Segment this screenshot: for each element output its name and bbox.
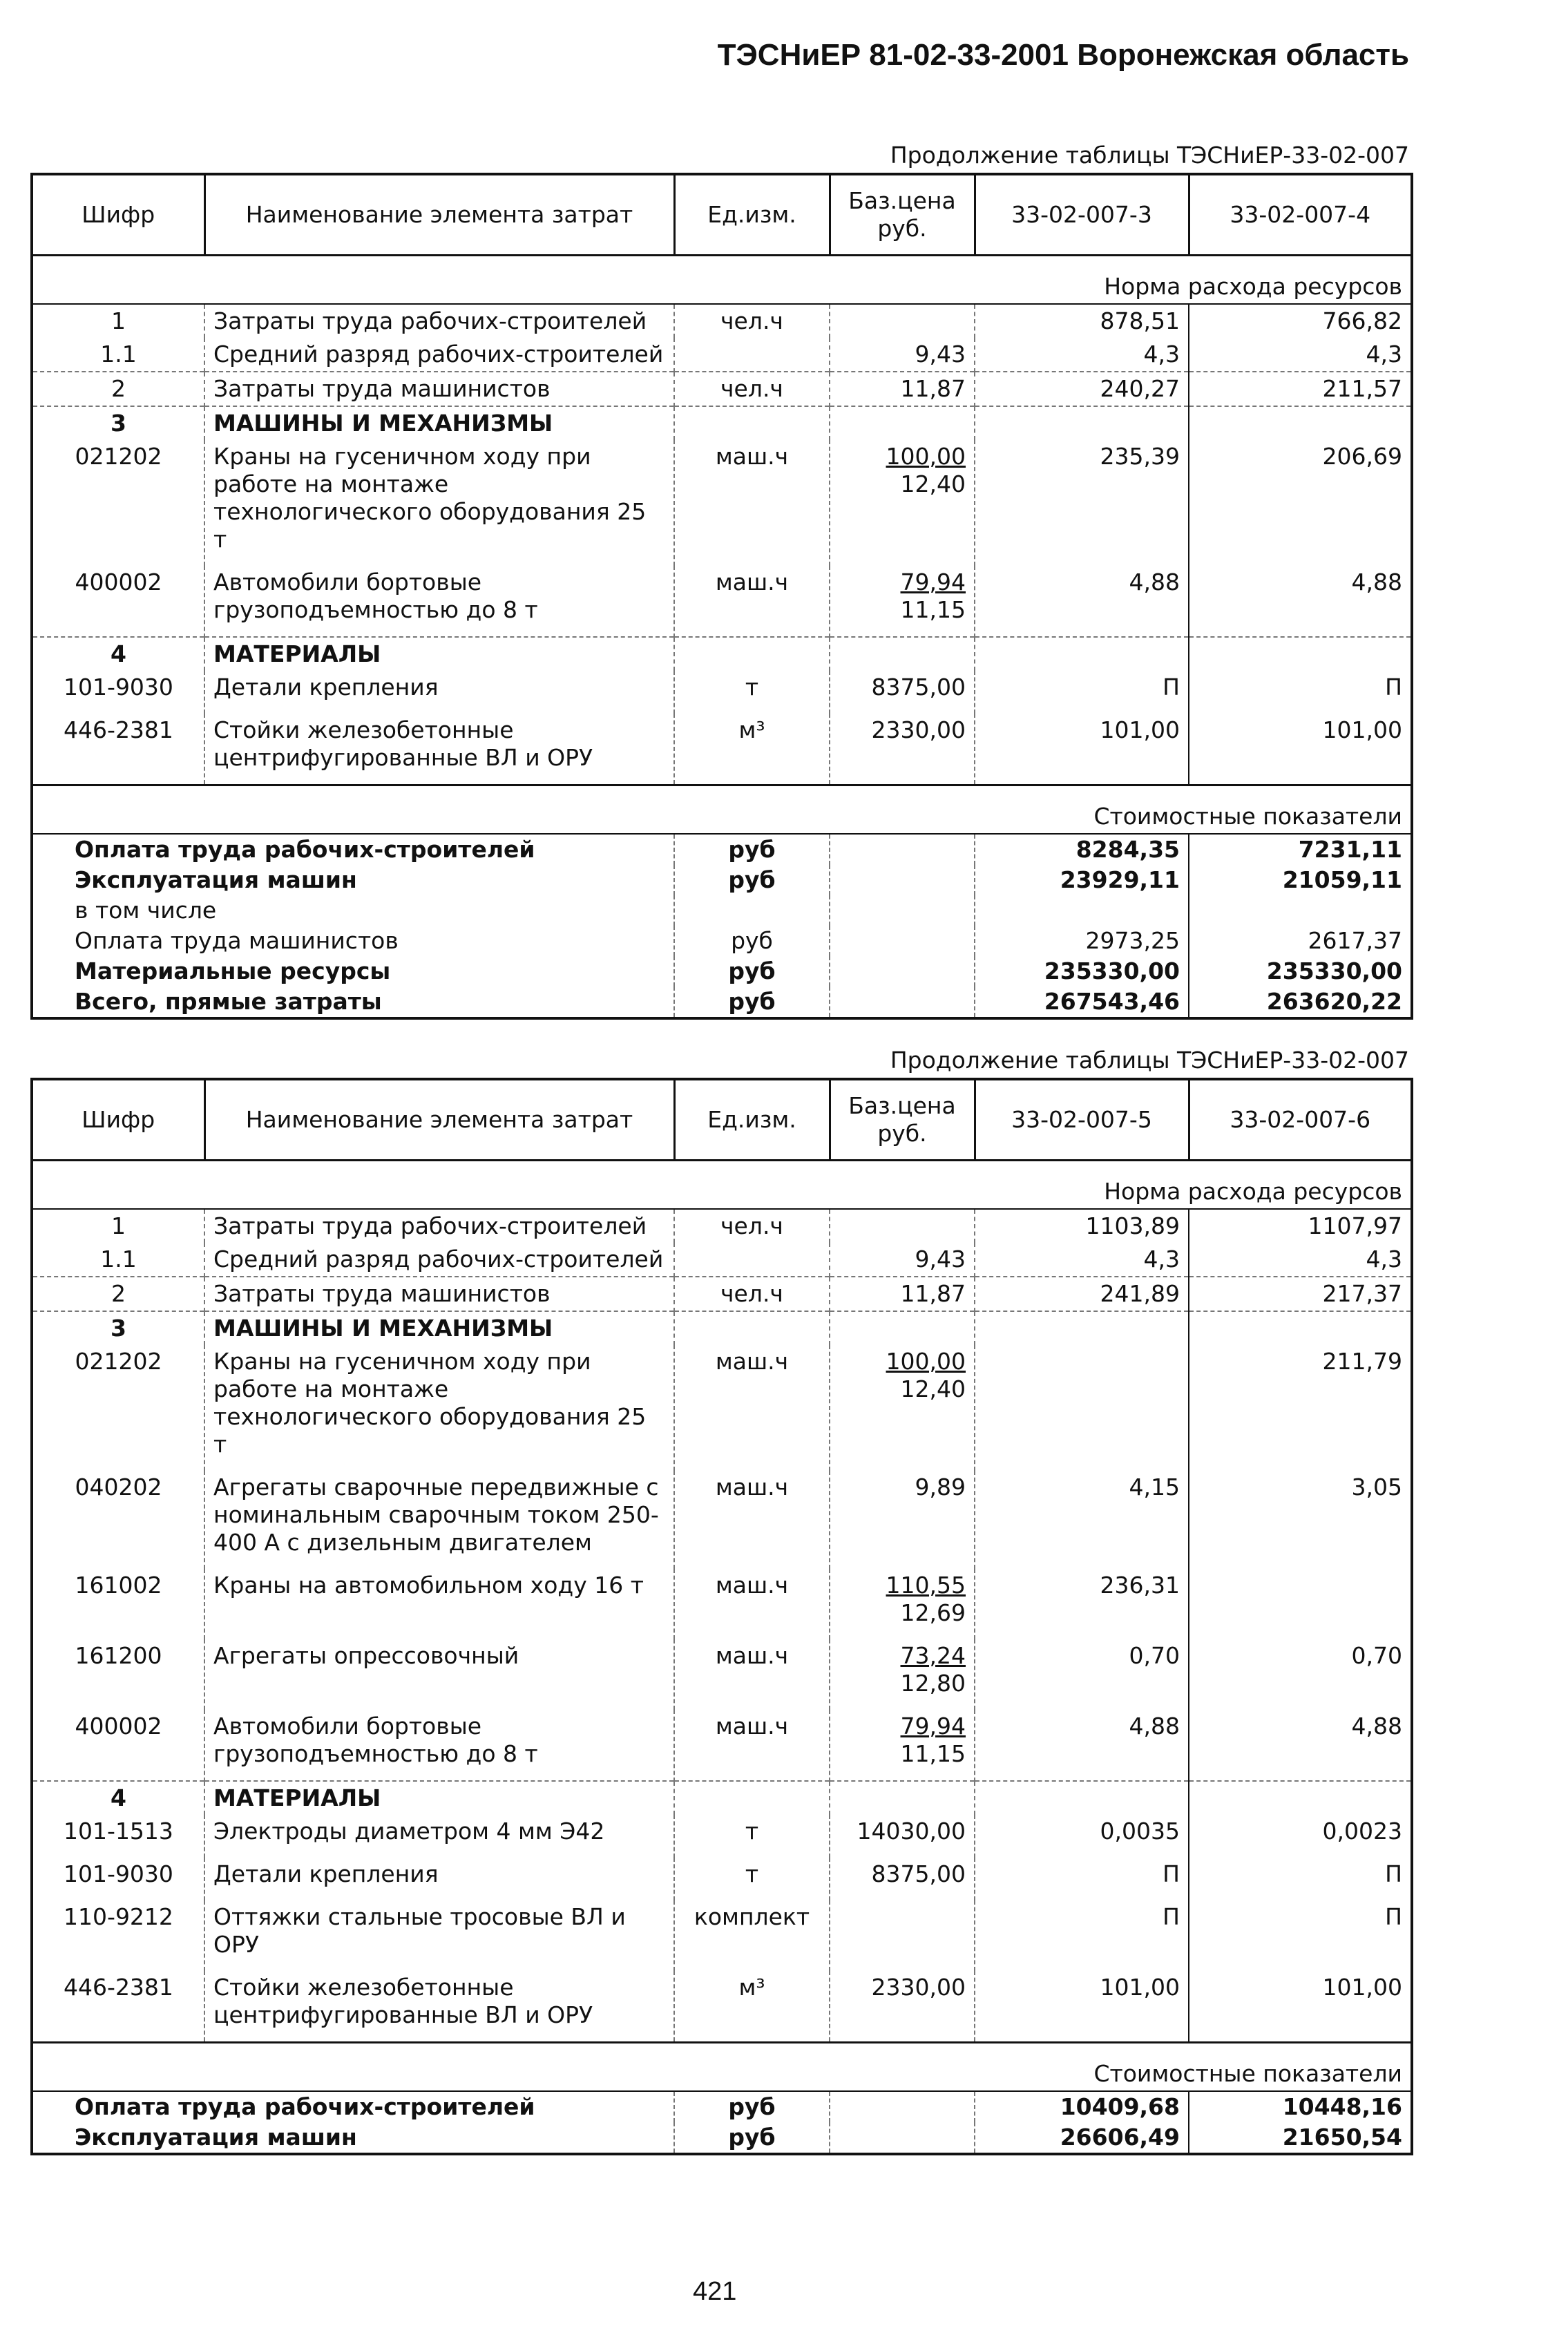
- total-row: [32, 956, 1412, 987]
- row-value-col2: [1189, 1781, 1412, 1815]
- table-row: [32, 1971, 1412, 2043]
- row-code: 101-9030: [32, 671, 204, 714]
- header-name: Наименование элемента затрат: [204, 174, 674, 256]
- row-value-col1: 4,3: [975, 1243, 1189, 1277]
- total-value-col2: 235330,00: [1266, 957, 1402, 984]
- row-code: 1.1: [32, 338, 204, 372]
- row-name: Затраты труда машинистов: [204, 1277, 674, 1311]
- row-price-value: 9,43: [915, 341, 966, 368]
- row-unit: [674, 406, 830, 440]
- row-price: [830, 1781, 975, 1815]
- row-price: [830, 1639, 975, 1710]
- row-name: МАТЕРИАЛЫ: [204, 637, 674, 671]
- row-value-col2: 3,05: [1351, 1474, 1402, 1500]
- row-price: [830, 1569, 975, 1639]
- header-price-line1: Баз.цена: [848, 187, 956, 214]
- row-value-col2: 4,3: [1366, 341, 1402, 368]
- row-name: Краны на автомобильном ходу 16 т: [204, 1569, 674, 1639]
- total-row: [32, 865, 1412, 895]
- row-unit: маш.ч: [674, 1569, 830, 1639]
- total-value-col2: [1189, 895, 1412, 926]
- row-value-col1: 4,88: [975, 1710, 1189, 1781]
- row-unit: маш.ч: [674, 566, 830, 637]
- row-value-col1: 235,39: [975, 440, 1189, 566]
- table-row: [32, 1209, 1412, 1243]
- row-code: 021202: [32, 1345, 204, 1471]
- row-value-col1: 0,0035: [975, 1815, 1189, 1858]
- row-unit: т: [674, 1815, 830, 1858]
- header-col2: 33-02-007-4: [1189, 174, 1412, 256]
- row-value-col1: 878,51: [975, 304, 1189, 338]
- row-price: [830, 1277, 975, 1311]
- row-name: Краны на гусеничном ходу при работе на монтаже технологического оборудования 25 т: [204, 1345, 674, 1471]
- total-unit: руб: [674, 834, 830, 865]
- row-value-col2: 211,79: [1322, 1348, 1402, 1375]
- total-value-col2: 2617,37: [1308, 927, 1402, 954]
- total-price: [830, 987, 975, 1018]
- row-price-value: 11,87: [900, 1280, 966, 1307]
- row-value-col1: 101,00: [975, 714, 1189, 785]
- total-price: [830, 2122, 975, 2154]
- row-price: [830, 714, 975, 785]
- row-value-col1: 241,89: [975, 1277, 1189, 1311]
- total-unit: руб: [674, 926, 830, 956]
- total-name: Оплата труда рабочих-строителей: [32, 2091, 674, 2122]
- row-price-value: 8375,00: [871, 1860, 966, 1887]
- row-name: Затраты труда машинистов: [204, 372, 674, 406]
- table-row: [32, 1710, 1412, 1781]
- total-unit: руб: [674, 865, 830, 895]
- row-price-value: 8375,00: [871, 674, 966, 701]
- row-name: Краны на гусеничном ходу при работе на монтаже технологического оборудования 25 т: [204, 440, 674, 566]
- row-value-col2: [1189, 406, 1412, 440]
- total-price: [830, 926, 975, 956]
- header-name: Наименование элемента затрат: [204, 1079, 674, 1161]
- row-unit: маш.ч: [674, 1471, 830, 1569]
- header-price: [830, 1079, 975, 1161]
- row-unit: м³: [674, 714, 830, 785]
- row-code: 3: [32, 1311, 204, 1345]
- header-col2: 33-02-007-6: [1189, 1079, 1412, 1161]
- row-value-col1: 4,15: [975, 1471, 1189, 1569]
- document-header: ТЭСНиЕР 81-02-33-2001 Воронежская область: [717, 38, 1409, 72]
- section-row: [32, 785, 1412, 835]
- row-price-value: 73,24: [900, 1642, 966, 1669]
- total-name: Оплата труда рабочих-строителей: [32, 834, 674, 865]
- row-code: 400002: [32, 1710, 204, 1781]
- table-header-row: [32, 174, 1412, 256]
- row-unit: чел.ч: [674, 1209, 830, 1243]
- table-caption: Продолжение таблицы ТЭСНиЕР-33-02-007: [890, 142, 1409, 169]
- total-name: Оплата труда машинистов: [32, 926, 674, 956]
- row-name: Агрегаты опрессовочный: [204, 1639, 674, 1710]
- row-unit: чел.ч: [674, 1277, 830, 1311]
- total-value-col1: [975, 895, 1189, 926]
- total-unit: [674, 895, 830, 926]
- row-code: 4: [32, 637, 204, 671]
- row-price-value: 2330,00: [871, 1974, 966, 2001]
- section-row: [32, 1161, 1412, 1210]
- row-code: 3: [32, 406, 204, 440]
- table-row: [32, 406, 1412, 440]
- total-value-col1: 267543,46: [975, 987, 1189, 1018]
- row-name: Автомобили бортовые грузоподъемностью до 8 т: [204, 1710, 674, 1781]
- row-price: [830, 406, 975, 440]
- row-price-machinist: 12,69: [900, 1599, 966, 1626]
- section-title: Норма расхода ресурсов: [32, 1161, 1412, 1210]
- total-value-col2: 21059,11: [1282, 866, 1402, 893]
- table-row: [32, 1345, 1412, 1471]
- row-price-value: 11,87: [900, 375, 966, 402]
- total-value-col1: 10409,68: [975, 2091, 1189, 2122]
- row-price-value: 2330,00: [871, 716, 966, 743]
- row-code: 161002: [32, 1569, 204, 1639]
- row-price-value: 100,00: [886, 443, 966, 470]
- row-price-machinist: 12,40: [900, 470, 966, 497]
- row-value-col1: 1103,89: [975, 1209, 1189, 1243]
- row-name: Стойки железобетонные центрифугированные ВЛ и ОРУ: [204, 1971, 674, 2043]
- row-value-col2: 101,00: [1322, 1974, 1402, 2001]
- row-unit: маш.ч: [674, 1639, 830, 1710]
- row-value-col1: [975, 637, 1189, 671]
- row-price-machinist: 12,80: [900, 1670, 966, 1697]
- section-row: [32, 256, 1412, 305]
- row-price-value: 79,94: [900, 569, 966, 595]
- table-row: [32, 304, 1412, 338]
- table-row: [32, 338, 1412, 372]
- header-col1: 33-02-007-3: [975, 174, 1189, 256]
- section-row: [32, 2043, 1412, 2092]
- row-value-col1: 236,31: [975, 1569, 1189, 1639]
- total-name: Эксплуатация машин: [32, 2122, 674, 2154]
- row-unit: [674, 1243, 830, 1277]
- table-row: [32, 1858, 1412, 1900]
- row-unit: [674, 637, 830, 671]
- row-code: 161200: [32, 1639, 204, 1710]
- row-value-col1: [975, 1311, 1189, 1345]
- table-row: [32, 1639, 1412, 1710]
- row-price-machinist: 11,15: [900, 596, 966, 623]
- row-code: 101-1513: [32, 1815, 204, 1858]
- row-unit: чел.ч: [674, 304, 830, 338]
- row-name: Агрегаты сварочные передвижные с номинальным сварочным током 250-400 А с дизельным двигателем: [204, 1471, 674, 1569]
- total-value-col1: 2973,25: [975, 926, 1189, 956]
- row-code: 2: [32, 372, 204, 406]
- cost-table: [30, 173, 1413, 1020]
- row-value-col2: [1189, 637, 1412, 671]
- row-unit: чел.ч: [674, 372, 830, 406]
- total-value-col2: 21650,54: [1282, 2124, 1402, 2151]
- row-code: 110-9212: [32, 1900, 204, 1971]
- row-unit: маш.ч: [674, 1345, 830, 1471]
- total-row: [32, 2122, 1412, 2154]
- row-value-col2: П: [1385, 1860, 1402, 1887]
- total-row: [32, 834, 1412, 865]
- row-price: [830, 637, 975, 671]
- row-value-col1: П: [975, 1858, 1189, 1900]
- row-code: 1: [32, 304, 204, 338]
- row-name: Детали крепления: [204, 1858, 674, 1900]
- row-price: [830, 566, 975, 637]
- row-price-value: 14030,00: [857, 1818, 966, 1845]
- row-value-col2: 4,88: [1351, 1713, 1402, 1740]
- row-code: 101-9030: [32, 1858, 204, 1900]
- row-name: Затраты труда рабочих-строителей: [204, 304, 674, 338]
- total-name: в том числе: [32, 895, 674, 926]
- row-name: МАШИНЫ И МЕХАНИЗМЫ: [204, 406, 674, 440]
- row-name: Средний разряд рабочих-строителей: [204, 338, 674, 372]
- table-row: [32, 1311, 1412, 1345]
- section-title: Стоимостные показатели: [32, 2043, 1412, 2092]
- row-unit: маш.ч: [674, 1710, 830, 1781]
- row-value-col2: 4,3: [1366, 1246, 1402, 1273]
- row-unit: т: [674, 1858, 830, 1900]
- header-price-line1: Баз.цена: [848, 1092, 956, 1119]
- total-value-col2: 7231,11: [1298, 836, 1402, 863]
- row-code: 446-2381: [32, 1971, 204, 2043]
- row-value-col2: 0,70: [1351, 1642, 1402, 1669]
- table-row: [32, 1277, 1412, 1311]
- row-value-col1: [975, 1345, 1189, 1471]
- total-value-col1: 8284,35: [975, 834, 1189, 865]
- row-price: [830, 440, 975, 566]
- row-value-col2: 101,00: [1322, 716, 1402, 743]
- row-value-col2: П: [1385, 674, 1402, 701]
- row-price: [830, 1971, 975, 2043]
- total-unit: руб: [674, 987, 830, 1018]
- header-unit: Ед.изм.: [674, 174, 830, 256]
- table-row: [32, 372, 1412, 406]
- table-row: [32, 566, 1412, 637]
- row-price-machinist: 11,15: [900, 1740, 966, 1767]
- table-caption: Продолжение таблицы ТЭСНиЕР-33-02-007: [890, 1047, 1409, 1074]
- row-value-col1: П: [975, 1900, 1189, 1971]
- section-title: Стоимостные показатели: [32, 785, 1412, 835]
- row-price: [830, 338, 975, 372]
- total-row: [32, 987, 1412, 1018]
- total-price: [830, 956, 975, 987]
- row-value-col2: 0,0023: [1322, 1818, 1402, 1845]
- row-unit: [674, 1311, 830, 1345]
- table-header-row: [32, 1079, 1412, 1161]
- header-price: [830, 174, 975, 256]
- row-name: МАШИНЫ И МЕХАНИЗМЫ: [204, 1311, 674, 1345]
- row-value-col1: [975, 1781, 1189, 1815]
- total-value-col2: 263620,22: [1266, 988, 1402, 1015]
- row-value-col2: П: [1385, 1903, 1402, 1930]
- total-name: Эксплуатация машин: [32, 865, 674, 895]
- total-row: [32, 895, 1412, 926]
- row-price: [830, 1471, 975, 1569]
- row-code: 1.1: [32, 1243, 204, 1277]
- total-row: [32, 2091, 1412, 2122]
- row-price: [830, 1815, 975, 1858]
- total-value-col1: 26606,49: [975, 2122, 1189, 2154]
- header-price-line2: руб.: [877, 1120, 927, 1147]
- table-row: [32, 440, 1412, 566]
- header-col1: 33-02-007-5: [975, 1079, 1189, 1161]
- row-code: 446-2381: [32, 714, 204, 785]
- total-name: Материальные ресурсы: [32, 956, 674, 987]
- row-code: 400002: [32, 566, 204, 637]
- row-price: [830, 1209, 975, 1243]
- row-value-col1: 240,27: [975, 372, 1189, 406]
- table-row: [32, 637, 1412, 671]
- table-row: [32, 1471, 1412, 1569]
- row-code: 040202: [32, 1471, 204, 1569]
- row-value-col1: П: [975, 671, 1189, 714]
- header-code: Шифр: [32, 1079, 204, 1161]
- row-value-col2: 211,57: [1189, 372, 1412, 406]
- row-price: [830, 671, 975, 714]
- row-price: [830, 304, 975, 338]
- table-row: [32, 1781, 1412, 1815]
- table-row: [32, 1900, 1412, 1971]
- total-unit: руб: [674, 2122, 830, 2154]
- row-unit: [674, 1781, 830, 1815]
- total-name: Всего, прямые затраты: [32, 987, 674, 1018]
- row-code: 021202: [32, 440, 204, 566]
- row-value-col1: 101,00: [975, 1971, 1189, 2043]
- table-row: [32, 671, 1412, 714]
- table-row: [32, 1243, 1412, 1277]
- row-price-value: 110,55: [886, 1572, 966, 1599]
- row-value-col1: 4,88: [975, 566, 1189, 637]
- row-price-machinist: 12,40: [900, 1375, 966, 1402]
- row-price: [830, 372, 975, 406]
- header-unit: Ед.изм.: [674, 1079, 830, 1161]
- table-row: [32, 1815, 1412, 1858]
- row-value-col2: 1107,97: [1189, 1209, 1412, 1243]
- cost-table: [30, 1078, 1413, 2155]
- row-price: [830, 1900, 975, 1971]
- row-price: [830, 1243, 975, 1277]
- row-unit: маш.ч: [674, 440, 830, 566]
- total-price: [830, 834, 975, 865]
- total-price: [830, 2091, 975, 2122]
- row-price-value: 100,00: [886, 1348, 966, 1375]
- total-unit: руб: [674, 956, 830, 987]
- row-code: 4: [32, 1781, 204, 1815]
- total-row: [32, 926, 1412, 956]
- total-value-col2: 10448,16: [1282, 2093, 1402, 2120]
- header-code: Шифр: [32, 174, 204, 256]
- table-row: [32, 714, 1412, 785]
- table-row: [32, 1569, 1412, 1639]
- row-value-col1: 4,3: [975, 338, 1189, 372]
- row-price-value: 79,94: [900, 1713, 966, 1740]
- row-value-col2: 217,37: [1189, 1277, 1412, 1311]
- row-unit: т: [674, 671, 830, 714]
- row-name: Оттяжки стальные тросовые ВЛ и ОРУ: [204, 1900, 674, 1971]
- row-name: Автомобили бортовые грузоподъемностью до 8 т: [204, 566, 674, 637]
- row-code: 1: [32, 1209, 204, 1243]
- row-unit: комплект: [674, 1900, 830, 1971]
- total-price: [830, 865, 975, 895]
- row-price: [830, 1858, 975, 1900]
- row-value-col2: 4,88: [1351, 569, 1402, 595]
- row-value-col2: 766,82: [1189, 304, 1412, 338]
- row-name: Средний разряд рабочих-строителей: [204, 1243, 674, 1277]
- row-value-col2: 206,69: [1322, 443, 1402, 470]
- row-name: Электроды диаметром 4 мм Э42: [204, 1815, 674, 1858]
- section-title: Норма расхода ресурсов: [32, 256, 1412, 305]
- row-value-col2: [1189, 1311, 1412, 1345]
- row-unit: м³: [674, 1971, 830, 2043]
- total-value-col1: 23929,11: [975, 865, 1189, 895]
- row-name: Затраты труда рабочих-строителей: [204, 1209, 674, 1243]
- row-price-value: 9,89: [915, 1474, 966, 1500]
- row-value-col1: 0,70: [975, 1639, 1189, 1710]
- row-price: [830, 1710, 975, 1781]
- row-name: Детали крепления: [204, 671, 674, 714]
- total-unit: руб: [674, 2091, 830, 2122]
- row-name: Стойки железобетонные центрифугированные ВЛ и ОРУ: [204, 714, 674, 785]
- row-code: 2: [32, 1277, 204, 1311]
- row-price: [830, 1345, 975, 1471]
- row-price-value: 9,43: [915, 1246, 966, 1273]
- total-price: [830, 895, 975, 926]
- row-unit: [674, 338, 830, 372]
- row-price: [830, 1311, 975, 1345]
- total-value-col1: 235330,00: [975, 956, 1189, 987]
- header-price-line2: руб.: [877, 215, 927, 242]
- row-value-col2: [1189, 1569, 1412, 1639]
- page-number: 421: [693, 2277, 737, 2306]
- row-value-col1: [975, 406, 1189, 440]
- row-name: МАТЕРИАЛЫ: [204, 1781, 674, 1815]
